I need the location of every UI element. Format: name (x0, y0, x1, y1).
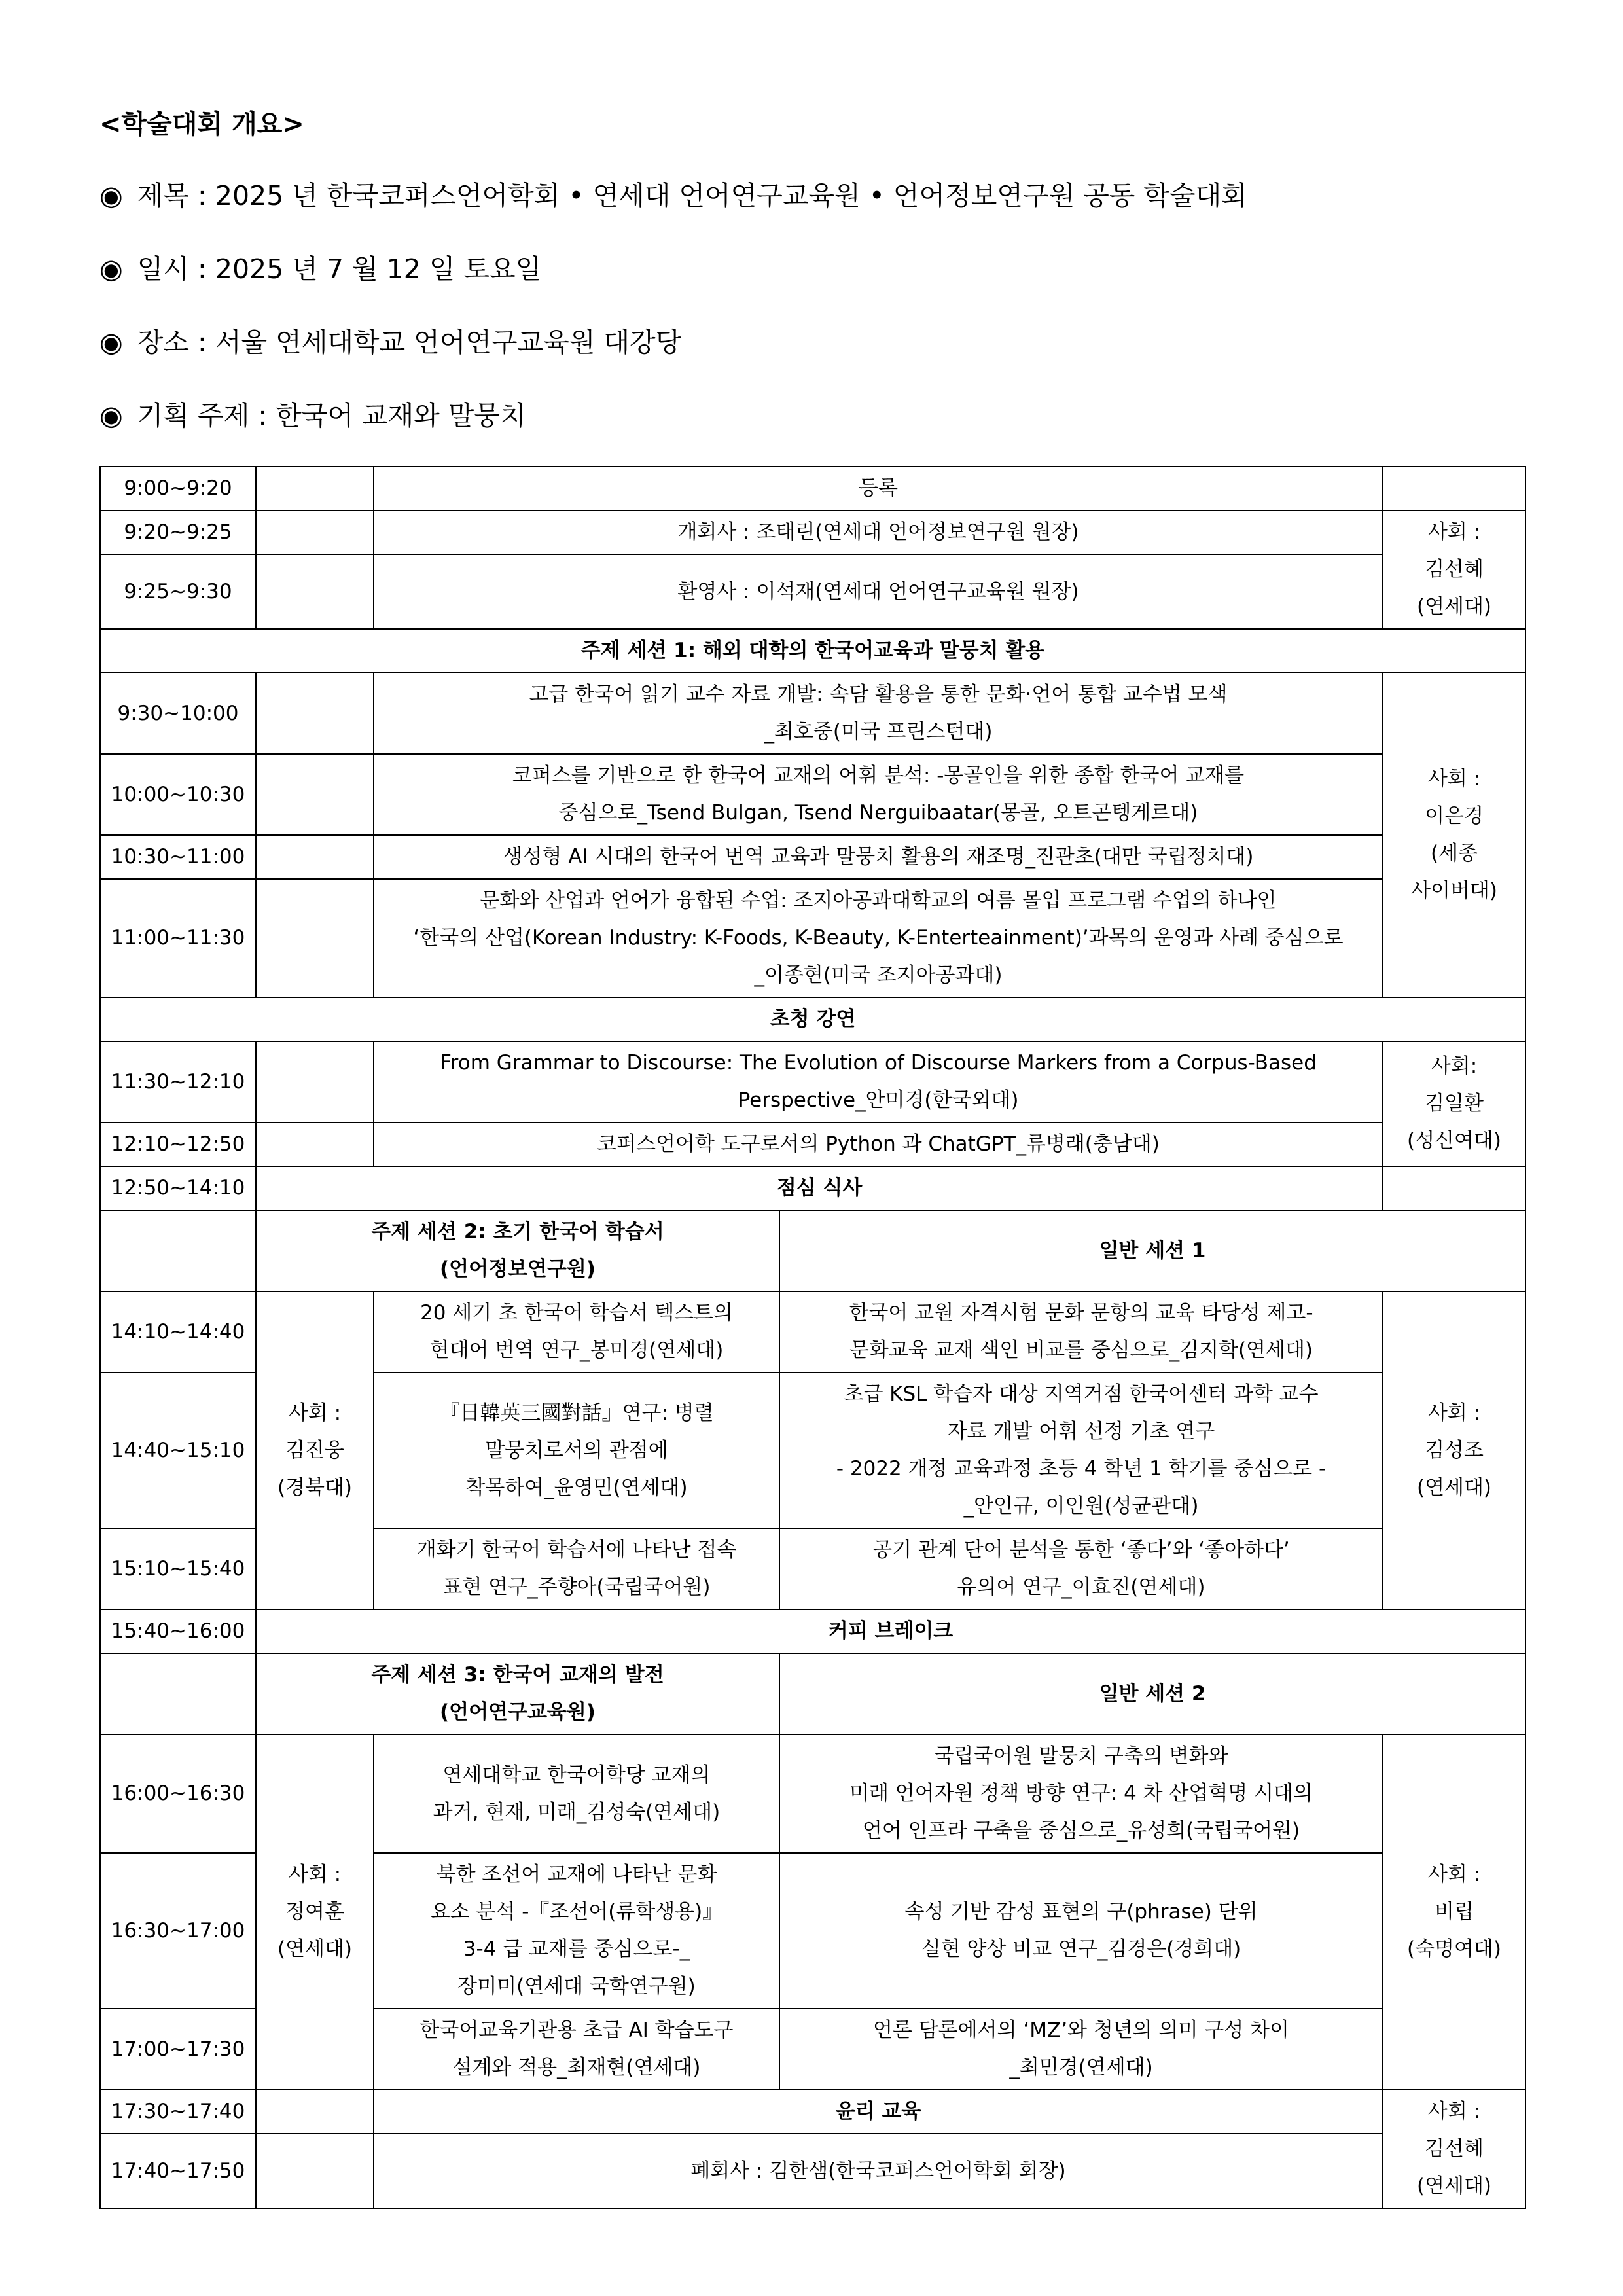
table-row (100, 835, 1525, 879)
empty-cell (256, 1041, 374, 1122)
talk-line: 착목하여_윤영민(연세대) (465, 1475, 688, 1499)
moderator-line: 김선혜 (1425, 2137, 1484, 2161)
program-cell: 환영사 : 이석재(연세대 언어연구교육원 원장) (374, 554, 1383, 629)
talk-line: Perspective_안미경(한국외대) (738, 1088, 1019, 1112)
moderator-line: (숙명여대) (1407, 1937, 1501, 1961)
talk-line: _안인규, 이인원(성균관대) (963, 1494, 1199, 1518)
moderator-line: (성신여대) (1407, 1129, 1501, 1153)
time-cell: 16:00~16:30 (100, 1734, 256, 1853)
time-cell: 15:10~15:40 (100, 1528, 256, 1609)
table-row (100, 511, 1525, 554)
talk-line: 속성 기반 감성 표현의 구(phrase) 단위 (904, 1900, 1258, 1924)
talk-line: 미래 언어자원 정책 방향 연구: 4 차 산업혁명 시대의 (849, 1782, 1313, 1805)
moderator-line: (연세대) (1416, 595, 1492, 619)
time-cell: 9:20~9:25 (100, 511, 256, 554)
moderator-line: 비립 (1435, 1900, 1474, 1924)
moderator-line: 이은경 (1425, 804, 1484, 828)
talk-line: 북한 조선어 교재에 나타난 문화 (436, 1863, 717, 1886)
general-talk-cell (779, 1853, 1383, 2009)
empty-cell (256, 554, 374, 629)
table-row (100, 1609, 1525, 1653)
time-cell: 10:00~10:30 (100, 754, 256, 835)
program-cell: 폐회사 : 김한샘(한국코퍼스언어학회 회장) (374, 2134, 1383, 2208)
talk-line: 실현 양상 비교 연구_김경은(경희대) (921, 1937, 1241, 1961)
bullet-icon: ◉ (99, 180, 123, 211)
table-row (100, 2090, 1525, 2134)
moderator-line: 사회 : (1427, 520, 1481, 544)
empty-cell (1383, 1166, 1525, 1210)
moderator-line: 정여훈 (285, 1900, 344, 1924)
bullet-icon: ◉ (99, 400, 123, 431)
talk-line: 유의어 연구_이효진(연세대) (957, 1575, 1205, 1599)
empty-cell (256, 1122, 374, 1166)
talk-line: 언어 인프라 구축을 중심으로_유성희(국립국어원) (862, 1819, 1300, 1842)
time-cell: 16:30~17:00 (100, 1853, 256, 2009)
talk-line: 국립국어원 말뭉치 구축의 변화와 (934, 1744, 1228, 1768)
time-cell: 11:00~11:30 (100, 879, 256, 997)
talk-line: 요소 분석 -『조선어(류학생용)』 (430, 1900, 723, 1924)
talk-line: 표현 연구_주향아(국립국어원) (442, 1575, 711, 1599)
time-cell: 10:30~11:00 (100, 835, 256, 879)
moderator-line: 김선혜 (1425, 558, 1484, 581)
table-row (100, 1122, 1525, 1166)
moderator-line: (연세대) (1416, 2174, 1492, 2198)
talk-line: - 2022 개정 교육과정 초등 4 학년 1 학기를 중심으로 - (836, 1457, 1327, 1480)
empty-cell (256, 467, 374, 511)
general-session-title: 일반 세션 2 (779, 1653, 1525, 1734)
moderator-cell (1383, 1041, 1525, 1166)
time-cell: 9:00~9:20 (100, 467, 256, 511)
time-cell: 15:40~16:00 (100, 1609, 256, 1653)
time-cell: 14:40~15:10 (100, 1372, 256, 1528)
document-heading: <학술대회 개요> (99, 109, 304, 139)
moderator-line: 김성조 (1425, 1438, 1484, 1462)
general-talk-cell (779, 2009, 1383, 2090)
table-row (100, 1041, 1525, 1122)
session-title: 초청 강연 (100, 997, 1525, 1041)
talk-line: 과거, 현재, 미래_김성숙(연세대) (433, 1800, 721, 1824)
moderator-cell (256, 1734, 374, 2090)
empty-cell (256, 754, 374, 835)
time-cell: 9:30~10:00 (100, 673, 256, 754)
program-cell (374, 754, 1383, 835)
time-cell: 17:00~17:30 (100, 2009, 256, 2090)
bullet-icon: ◉ (99, 253, 123, 285)
talk-line: 문화와 산업과 언어가 융합된 수업: 조지아공과대학교의 여름 몰입 프로그램 수업의 하나인 (480, 889, 1277, 912)
moderator-line: 사회 : (1427, 2100, 1481, 2123)
title-line: (언어정보연구원) (440, 1257, 596, 1281)
talk-line: ‘한국의 산업(Korean Industry: K-Foods, K-Beauty, K-Enterteainment)’과목의 운영과 사례 중심으로 (413, 926, 1344, 950)
talk-line: 언론 담론에서의 ‘MZ’와 청년의 의미 구성 차이 (873, 2018, 1289, 2042)
schedule-table (99, 466, 1526, 2209)
empty-cell (256, 673, 374, 754)
table-row (100, 754, 1525, 835)
talk-line: 3-4 급 교재를 중심으로-_ (463, 1937, 690, 1961)
talk-line: 코퍼스를 기반으로 한 한국어 교재의 어휘 분석: -몽골인을 위한 종합 한국어 교재를 (512, 764, 1245, 787)
theme-talk-cell (374, 1291, 779, 1372)
empty-cell (256, 2090, 374, 2134)
time-cell: 14:10~14:40 (100, 1291, 256, 1372)
table-row (100, 1653, 1525, 1734)
moderator-cell (1383, 1291, 1525, 1609)
moderator-line: (연세대) (277, 1937, 353, 1961)
overview-date (99, 247, 541, 286)
moderator-line: 사회 : (1427, 1863, 1481, 1886)
theme-talk-cell (374, 2009, 779, 2090)
overview-text: 기획 주제 : 한국어 교재와 말뭉치 (137, 400, 526, 431)
table-row (100, 1166, 1525, 1210)
program-cell: 생성형 AI 시대의 한국어 번역 교육과 말뭉치 활용의 재조명_진관초(대만 국립정치대) (374, 835, 1383, 879)
bullet-icon: ◉ (99, 327, 123, 358)
empty-cell (256, 511, 374, 554)
talk-line: 장미미(연세대 국학연구원) (457, 1975, 696, 1998)
talk-line: 현대어 번역 연구_봉미경(연세대) (429, 1338, 724, 1362)
talk-line: 고급 한국어 읽기 교수 자료 개발: 속담 활용을 통한 문화·언어 통합 교수법 모색 (529, 683, 1228, 706)
title-line: (언어연구교육원) (440, 1700, 596, 1724)
moderator-line: 김일환 (1425, 1092, 1484, 1115)
theme-talk-cell (374, 1528, 779, 1609)
general-talk-cell (779, 1734, 1383, 1853)
theme-talk-cell (374, 1372, 779, 1528)
talk-line: 문화교육 교재 색인 비교를 중심으로_김지학(연세대) (849, 1338, 1313, 1362)
table-row (100, 1291, 1525, 1372)
moderator-cell (1383, 673, 1525, 997)
general-talk-cell (779, 1528, 1383, 1609)
theme-session-title (256, 1210, 779, 1291)
moderator-line: 사회 : (1427, 767, 1481, 791)
time-cell: 11:30~12:10 (100, 1041, 256, 1122)
table-row (100, 2134, 1525, 2208)
table-row (100, 879, 1525, 997)
program-cell (374, 1041, 1383, 1122)
moderator-line: 사회: (1431, 1054, 1478, 1078)
moderator-line: 김진웅 (285, 1438, 344, 1462)
program-cell (374, 673, 1383, 754)
talk-line: 말뭉치로서의 관점에 (485, 1438, 668, 1462)
talk-line: 20 세기 초 한국어 학습서 텍스트의 (419, 1301, 733, 1325)
theme-talk-cell (374, 1853, 779, 2009)
program-cell: 등록 (374, 467, 1383, 511)
overview-title (99, 174, 1247, 213)
general-session-title: 일반 세션 1 (779, 1210, 1525, 1291)
general-talk-cell (779, 1372, 1383, 1528)
talk-line: 자료 개발 어휘 선정 기초 연구 (947, 1420, 1215, 1443)
table-row (100, 1210, 1525, 1291)
time-cell: 17:40~17:50 (100, 2134, 256, 2208)
moderator-cell (1383, 511, 1525, 629)
title-line: 주제 세션 2: 초기 한국어 학습서 (371, 1220, 664, 1244)
program-cell: 개회사 : 조태린(연세대 언어정보연구원 원장) (374, 511, 1383, 554)
overview-venue (99, 321, 681, 359)
theme-session-title (256, 1653, 779, 1734)
theme-talk-cell (374, 1734, 779, 1853)
overview-text: 일시 : 2025 년 7 월 12 일 토요일 (137, 253, 542, 285)
talk-line: _최호중(미국 프린스턴대) (764, 720, 993, 744)
talk-line: 공기 관계 단어 분석을 통한 ‘좋다’와 ‘좋아하다’ (872, 1538, 1290, 1562)
empty-cell (256, 2134, 374, 2208)
moderator-line: 사이버대) (1411, 879, 1497, 903)
moderator-line: (세종 (1431, 842, 1478, 865)
program-cell (374, 879, 1383, 997)
empty-cell (1383, 467, 1525, 511)
general-talk-cell (779, 1291, 1383, 1372)
talk-line: 설계와 적용_최재현(연세대) (452, 2056, 701, 2079)
empty-cell (100, 1653, 256, 1734)
talk-line: 중심으로_Tsend Bulgan, Tsend Nerguibaatar(몽골, 오트곤텡게르대) (558, 801, 1198, 825)
talk-line: 개화기 한국어 학습서에 나타난 접속 (416, 1538, 737, 1562)
time-cell: 17:30~17:40 (100, 2090, 256, 2134)
table-row (100, 467, 1525, 511)
time-cell: 12:50~14:10 (100, 1166, 256, 1210)
session-title: 주제 세션 1: 해외 대학의 한국어교육과 말뭉치 활용 (100, 629, 1525, 673)
empty-cell (100, 1210, 256, 1291)
talk-line: 『日韓英三國對話』연구: 병렬 (439, 1401, 714, 1425)
table-row (100, 673, 1525, 754)
talk-line: _최민경(연세대) (1009, 2056, 1153, 2079)
moderator-line: 사회 : (288, 1863, 342, 1886)
talk-line: 한국어 교원 자격시험 문화 문항의 교육 타당성 제고- (849, 1301, 1313, 1325)
empty-cell (256, 835, 374, 879)
program-cell: 윤리 교육 (374, 2090, 1383, 2134)
overview-text: 제목 : 2025 년 한국코퍼스언어학회 • 연세대 언어연구교육원 • 언어정보연구원 공동 학술대회 (137, 180, 1247, 211)
overview-text: 장소 : 서울 연세대학교 언어연구교육원 대강당 (137, 327, 682, 358)
title-line: 주제 세션 3: 한국어 교재의 발전 (371, 1663, 664, 1687)
moderator-line: 사회 : (1427, 1401, 1481, 1425)
break-cell: 점심 식사 (256, 1166, 1383, 1210)
break-cell: 커피 브레이크 (256, 1609, 1525, 1653)
talk-line: 초급 KSL 학습자 대상 지역거점 한국어센터 과학 교수 (844, 1382, 1319, 1406)
talk-line: 연세대학교 한국어학당 교재의 (442, 1763, 711, 1787)
time-cell: 9:25~9:30 (100, 554, 256, 629)
moderator-line: (연세대) (1416, 1475, 1492, 1499)
program-cell: 코퍼스언어학 도구로서의 Python 과 ChatGPT_류병래(충남대) (374, 1122, 1383, 1166)
moderator-line: 사회 : (288, 1401, 342, 1425)
overview-theme (99, 394, 526, 433)
table-row (100, 997, 1525, 1041)
table-row (100, 554, 1525, 629)
talk-line: 한국어교육기관용 초급 AI 학습도구 (419, 2018, 734, 2042)
empty-cell (256, 879, 374, 997)
talk-line: From Grammar to Discourse: The Evolution of Discourse Markers from a Corpus-Based (440, 1051, 1317, 1075)
table-row (100, 629, 1525, 673)
moderator-cell (1383, 1734, 1525, 2090)
talk-line: _이종현(미국 조지아공과대) (754, 963, 1003, 987)
time-cell: 12:10~12:50 (100, 1122, 256, 1166)
moderator-cell (1383, 2090, 1525, 2208)
table-row (100, 1734, 1525, 1853)
moderator-cell (256, 1291, 374, 1609)
moderator-line: (경북대) (277, 1475, 353, 1499)
